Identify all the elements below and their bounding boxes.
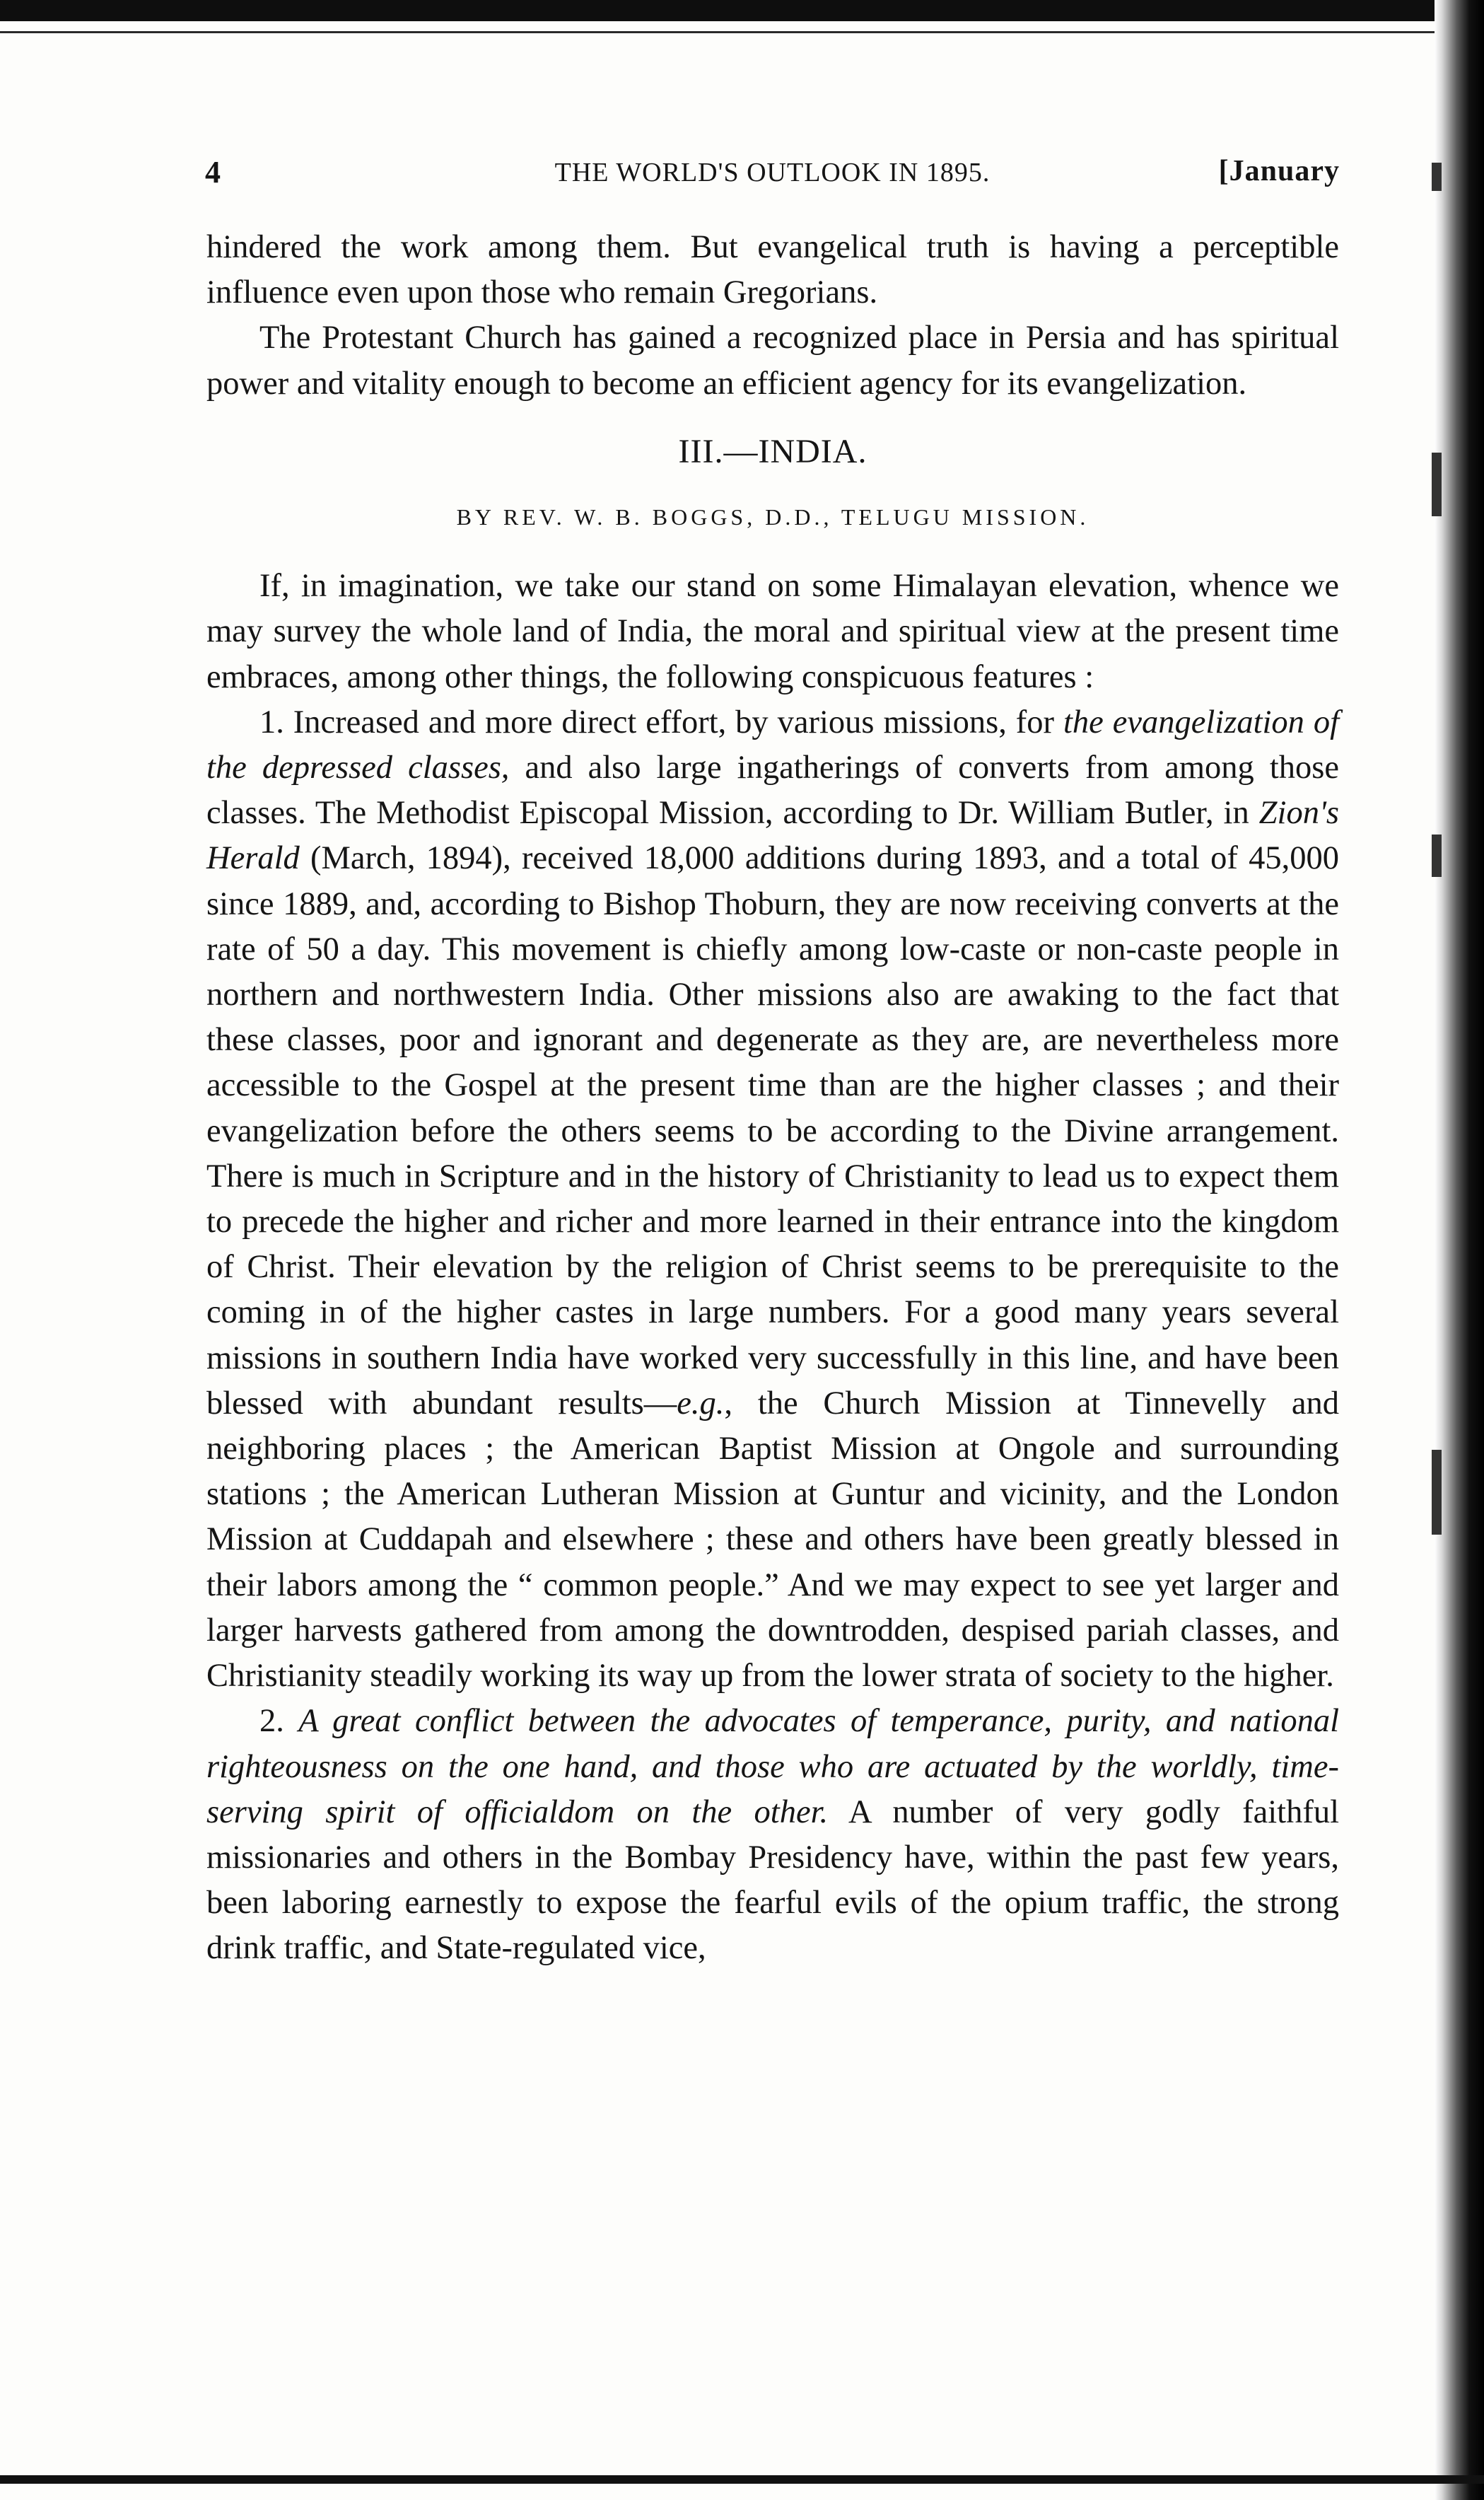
body-text — [206, 225, 1339, 1972]
paragraph-protestant: The Protestant Church has gained a recognized place in Persia and has spiritual power and vitality enough to become an efficient agency for its evangelization. — [206, 320, 1339, 402]
page-number: 4 — [205, 155, 221, 190]
point-2-lead: 2. — [259, 1703, 299, 1740]
section-heading: III.—INDIA. — [678, 432, 867, 470]
header-month: [January — [1218, 155, 1340, 187]
abbreviation-eg: e.g. — [677, 1385, 725, 1421]
bottom-border — [0, 2475, 1484, 2484]
periodical-title: Zion's Herald — [206, 795, 1339, 877]
point-1-text-c: , the Church Mission at Tinnevelly and neighboring places ; the American Baptist Mission at Ongole and surrounding stations ; the American Lutheran Mission at Guntur and vicinity, and the London Mission at Cuddapah and elsewhere ; these and others have been greatly blessed in their labors among the “ common people.” And we may expect to see yet larger and larger harvests gathered from among the downtrodden, despised pariah classes, and Christianity steadily working its way up from the lower strata of society to the higher. — [206, 1385, 1339, 1694]
paragraph-point-1 — [206, 700, 1339, 1699]
point-1-text-a: and also large ingatherings of converts from among those classes. The Methodist Episcopal Mission, according to Dr. William Butler, in — [206, 750, 1339, 832]
point-2-emphasis: A great conflict between the advocates of temperance, purity, and national righteousness on the one hand, and those who are actuated by the worldly, time-serving spirit of officialdom on the other. — [206, 1703, 1340, 1830]
point-1-text-b: (March, 1894), received 18,000 additions during 1893, and a total of 45,000 since 1889, and, according to Bishop Thoburn, they are now receiving converts at the rate of 50 a day. This movement is chiefly among low-caste or non-caste people in northern and northwestern India. Other missions also are awaking to the fact that these classes, poor and ignorant and degenerate as they are, are nevertheless more accessible to the Gospel at the present time than are the higher classes ; and their evangelization before the others seems to be according to the Divine arrangement. There is much in Scripture and in the history of Christianity to lead us to expect them to precede the higher and richer and more learned in their entrance into the kingdom of Christ. Their elevation by the religion of Christ seems to be prerequisite to the coming in of the higher castes in large numbers. For a good many years several missions in southern India have worked very successfully in this line, and have been blessed with abundant results— — [206, 840, 1339, 1421]
book-spine-shadow — [1435, 0, 1484, 2500]
point-1-lead: 1. Increased and more direct effort, by various missions, for — [259, 704, 1063, 740]
paragraph-point-2 — [206, 1699, 1339, 1971]
paragraph-intro: If, in imagination, we take our stand on some Himalayan elevation, whence we may survey the whole land of India, the moral and spiritual view at the present time embraces, among other things, the following conspicuous features : — [206, 568, 1339, 695]
spine-speck — [1432, 163, 1442, 191]
paragraph-continuation: hindered the work among them. But evangelical truth is having a perceptible influence even upon those who remain Gregorians. — [206, 229, 1339, 311]
spine-speck — [1432, 835, 1442, 877]
running-title: THE WORLD'S OUTLOOK IN 1895. — [554, 158, 991, 187]
running-header — [205, 154, 1340, 197]
spine-speck — [1432, 1450, 1442, 1535]
point-2-text: A number of very godly faithful missionaries and others in the Bombay Presidency have, within the past few years, been laboring earnestly to expose the fearful evils of the opium traffic, the strong drink traffic, and State-regulated vice, — [206, 1793, 1339, 1967]
top-rule — [0, 31, 1463, 33]
point-1-emphasis: the evangelization of the depressed classes, — [206, 704, 1340, 786]
byline: BY REV. W. B. BOGGS, D.D., TELUGU MISSION. — [456, 504, 1089, 530]
spine-speck — [1432, 453, 1442, 516]
top-border — [0, 0, 1484, 21]
